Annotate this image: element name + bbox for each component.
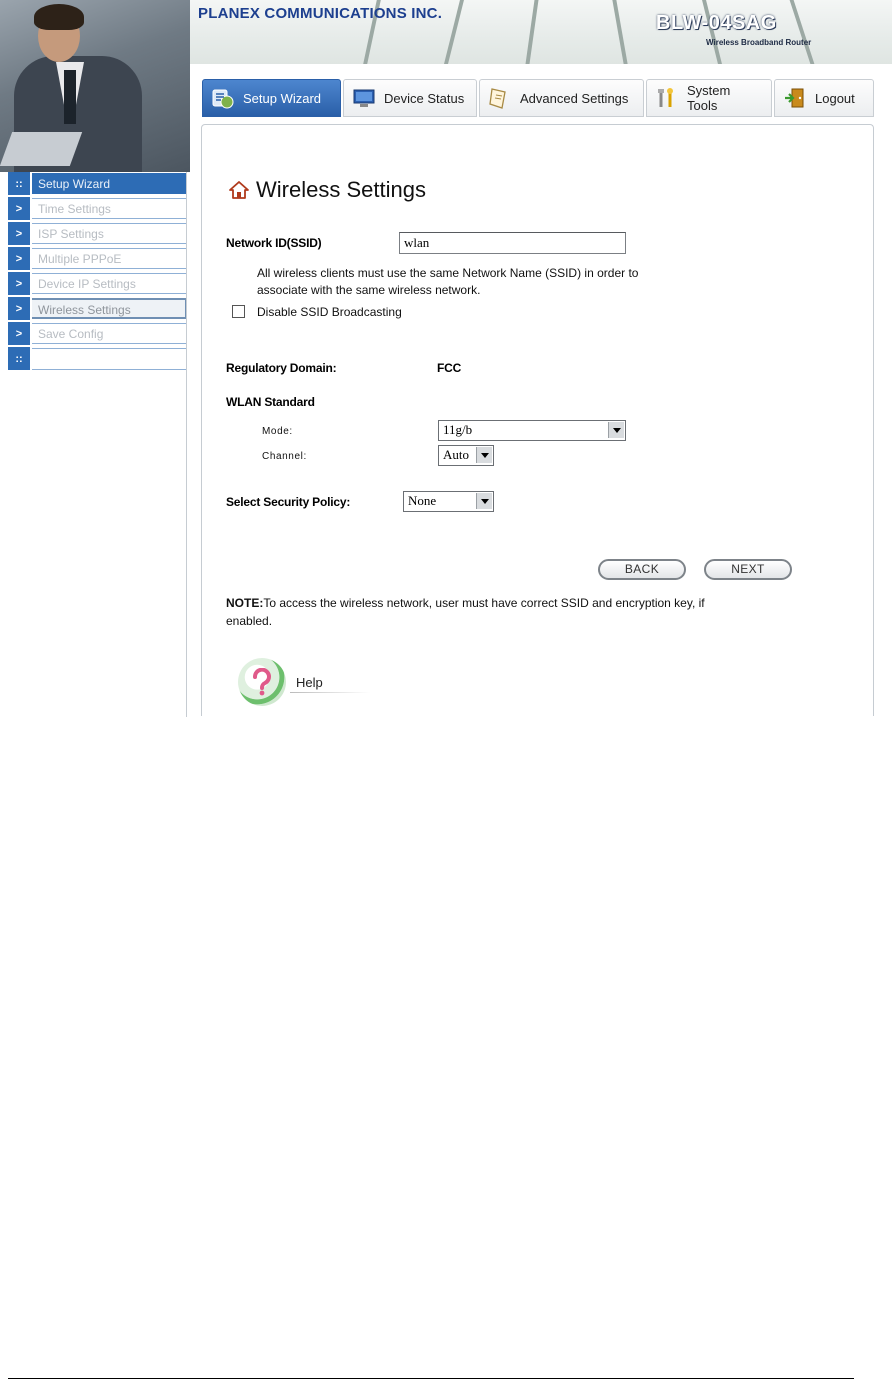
tab-system-tools[interactable]: [646, 79, 772, 117]
chevron-right-icon: >: [8, 272, 32, 295]
sidebar-item-label: Wireless Settings: [32, 298, 187, 319]
channel-select-value: Auto: [443, 447, 469, 462]
sidebar-item-setup-wizard[interactable]: [8, 172, 187, 197]
chevron-right-icon: >: [8, 322, 32, 345]
sidebar-item-label: Setup Wizard: [32, 173, 187, 194]
mode-label: Mode:: [262, 426, 293, 437]
sidebar-item-label: Save Config: [32, 323, 187, 344]
tab-advanced-settings[interactable]: [479, 79, 644, 117]
help-underline: [290, 692, 370, 693]
tab-setup-wizard[interactable]: [202, 79, 341, 117]
model-subtitle: Wireless Broadband Router: [706, 38, 812, 47]
help-button[interactable]: [238, 658, 378, 708]
tab-label: Setup Wizard: [243, 90, 322, 106]
sidebar-item-label: ISP Settings: [32, 223, 187, 244]
tools-icon: [655, 87, 679, 109]
ssid-input[interactable]: [399, 232, 626, 254]
chevron-right-icon: >: [8, 222, 32, 245]
sidebar-item-time-settings[interactable]: [8, 197, 187, 222]
chevron-down-icon: [608, 422, 624, 438]
chevron-right-icon: >: [8, 297, 32, 320]
note-line-1: [226, 596, 705, 610]
tab-label: Device Status: [384, 90, 465, 106]
chevron-right-icon: >: [8, 197, 32, 220]
sidebar-item-multiple-pppoe[interactable]: [8, 247, 187, 272]
sidebar-item-save-config[interactable]: [8, 322, 187, 347]
tab-device-status[interactable]: [343, 79, 477, 117]
sidebar-item-label: Device IP Settings: [32, 273, 187, 294]
regulatory-domain-label: Regulatory Domain:: [226, 361, 337, 375]
disable-ssid-label: Disable SSID Broadcasting: [257, 305, 402, 319]
security-policy-value: None: [408, 493, 437, 508]
tab-logout[interactable]: [774, 79, 874, 117]
ssid-label: Network ID(SSID): [226, 236, 322, 250]
door-icon: [783, 87, 807, 109]
ssid-note-line-1: All wireless clients must use the same Network Name (SSID) in order to: [257, 266, 639, 280]
note-label: NOTE:: [226, 596, 264, 610]
sidebar-item-wireless-settings[interactable]: [8, 297, 187, 322]
sidebar-item-label: Multiple PPPoE: [32, 248, 187, 269]
tab-label: System Tools: [687, 83, 731, 113]
note-line-2: enabled.: [226, 614, 273, 628]
chevron-right-icon: >: [8, 247, 32, 270]
model-logo: [650, 8, 850, 54]
next-button[interactable]: NEXT: [704, 559, 792, 580]
sidebar-footer: [8, 347, 187, 372]
security-policy-select[interactable]: [403, 491, 494, 512]
chevron-down-icon: [476, 493, 492, 509]
monitor-icon: [352, 87, 376, 109]
top-nav-tabs: [202, 79, 876, 119]
home-icon: [228, 180, 250, 200]
sidebar-divider: [186, 172, 187, 717]
setup-wizard-icon: [211, 87, 235, 109]
tab-label: Logout: [815, 90, 855, 106]
question-mark-icon: [250, 668, 274, 696]
sidebar-dots-icon: ::: [8, 347, 32, 370]
page-footer-rule: [8, 1378, 854, 1379]
sidebar-item-label: Time Settings: [32, 198, 187, 219]
sidebar-item-label: [32, 348, 187, 370]
sidebar-item-isp-settings[interactable]: [8, 222, 187, 247]
help-label: Help: [296, 675, 323, 690]
mode-select-value: 11g/b: [443, 422, 473, 437]
channel-select[interactable]: [438, 445, 494, 466]
sidebar-item-device-ip-settings[interactable]: [8, 272, 187, 297]
channel-label: Channel:: [262, 451, 307, 462]
ssid-note-line-2: associate with the same wireless network.: [257, 283, 481, 297]
brand-logo: PLANEX COMMUNICATIONS INC.: [198, 5, 443, 22]
sidebar-dots-icon: ::: [8, 172, 32, 195]
page-title-text: Wireless Settings: [256, 177, 426, 202]
header-photo: [0, 0, 190, 172]
mode-select[interactable]: [438, 420, 626, 441]
wlan-standard-label: WLAN Standard: [226, 395, 315, 409]
regulatory-domain-value: FCC: [437, 361, 462, 375]
model-name: BLW-04SAG: [656, 12, 777, 34]
chevron-down-icon: [476, 447, 492, 463]
tab-label: Advanced Settings: [520, 90, 629, 106]
security-policy-label: Select Security Policy:: [226, 495, 351, 509]
back-button[interactable]: BACK: [598, 559, 686, 580]
disable-ssid-checkbox[interactable]: [232, 305, 245, 318]
sidebar: [8, 172, 187, 372]
document-icon: [488, 87, 512, 109]
note-text: To access the wireless network, user must have correct SSID and encryption key, if: [263, 596, 705, 610]
page-title: [228, 177, 426, 203]
